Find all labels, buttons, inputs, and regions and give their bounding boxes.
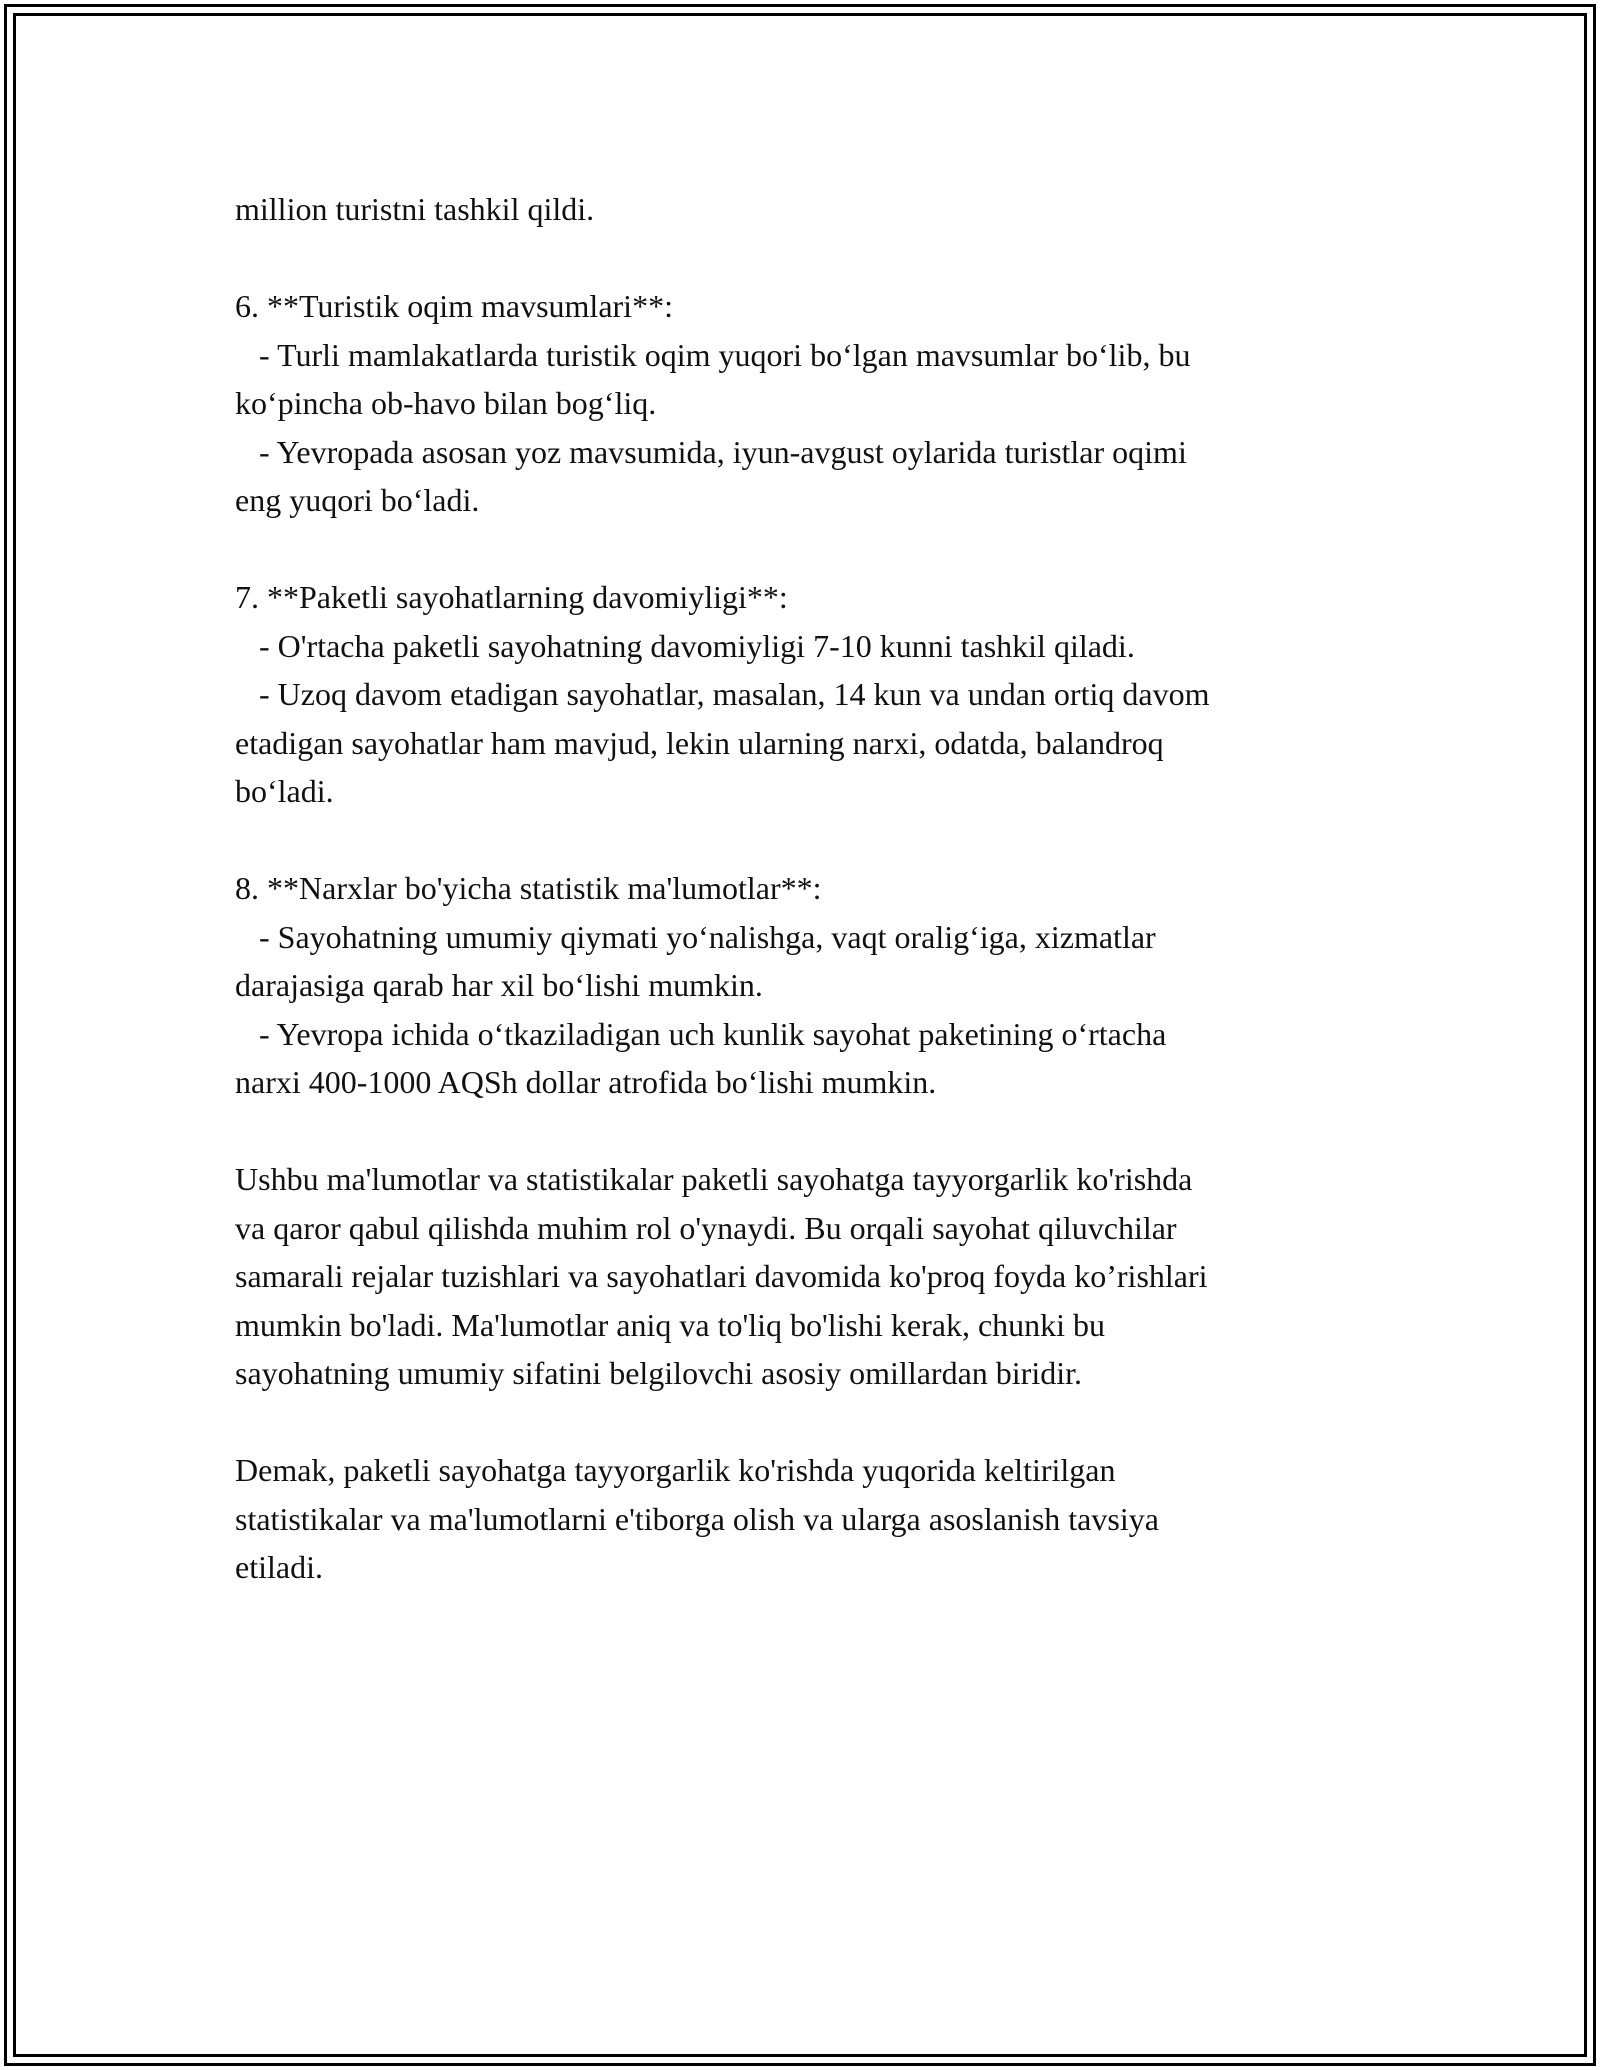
text-line: sayohatning umumiy sifatini belgilovchi asosiy omillardan biridir. [235, 1355, 1082, 1391]
text-line: 7. **Paketli sayohatlarning davomiyligi**: [235, 579, 788, 615]
paragraph-spacer [235, 816, 1375, 865]
text-line: va qaror qabul qilishda muhim rol o'ynaydi. Bu orqali sayohat qiluvchilar [235, 1209, 1177, 1246]
paragraph-spacer [235, 1107, 1375, 1156]
paragraph-section-7 [235, 573, 1375, 816]
text-line: darajasiga qarab har xil bo‘lishi mumkin. [235, 967, 763, 1003]
text-line: ko‘pincha ob-havo bilan bog‘liq. [235, 385, 657, 421]
text-line: 6. **Turistik oqim mavsumlari**: [235, 288, 673, 324]
paragraph-section-8 [235, 864, 1375, 1107]
text-line: - Yevropada asosan yoz mavsumida, iyun-avgust oylarida turistlar oqimi [235, 433, 1187, 470]
text-line: - Sayohatning umumiy qiymati yo‘nalishga, vaqt oralig‘iga, xizmatlar [235, 918, 1156, 955]
document-body [235, 185, 1375, 1592]
text-line: narxi 400-1000 AQSh dollar atrofida bo‘lishi mumkin. [235, 1064, 937, 1100]
text-line: etadigan sayohatlar ham mavjud, lekin ularning narxi, odatda, balandroq [235, 724, 1164, 761]
paragraph-summary [235, 1155, 1375, 1398]
text-line: - O'rtacha paketli sayohatning davomiyligi 7-10 kunni tashkil qiladi. [235, 627, 1135, 664]
text-line: bo‘ladi. [235, 773, 334, 809]
paragraph-intro-fragment [235, 185, 1375, 234]
text-line: statistikalar va ma'lumotlarni e'tiborga olish va ularga asoslanish tavsiya [235, 1500, 1159, 1537]
text-line: - Yevropa ichida o‘tkaziladigan uch kunlik sayohat paketining o‘rtacha [235, 1015, 1167, 1052]
text-line: mumkin bo'ladi. Ma'lumotlar aniq va to'liq bo'lishi kerak, chunki bu [235, 1306, 1106, 1343]
text-line: million turistni tashkil qildi. [235, 191, 595, 227]
paragraph-section-6 [235, 282, 1375, 525]
text-line: - Turli mamlakatlarda turistik oqim yuqori bo‘lgan mavsumlar bo‘lib, bu [235, 336, 1191, 373]
text-line: Ushbu ma'lumotlar va statistikalar paketli sayohatga tayyorgarlik ko'rishda [235, 1161, 1193, 1197]
paragraph-spacer [235, 234, 1375, 283]
paragraph-spacer [235, 525, 1375, 574]
text-line: Demak, paketli sayohatga tayyorgarlik ko'rishda yuqorida keltirilgan [235, 1452, 1116, 1488]
paragraph-spacer [235, 1398, 1375, 1447]
text-line: etiladi. [235, 1549, 323, 1585]
text-line: eng yuqori bo‘ladi. [235, 482, 480, 518]
text-line: 8. **Narxlar bo'yicha statistik ma'lumotlar**: [235, 870, 822, 906]
paragraph-conclusion [235, 1446, 1375, 1592]
text-line: - Uzoq davom etadigan sayohatlar, masalan, 14 kun va undan ortiq davom [235, 676, 1210, 712]
text-line: samarali rejalar tuzishlari va sayohatlari davomida ko'proq foyda ko’rishlari [235, 1258, 1208, 1294]
